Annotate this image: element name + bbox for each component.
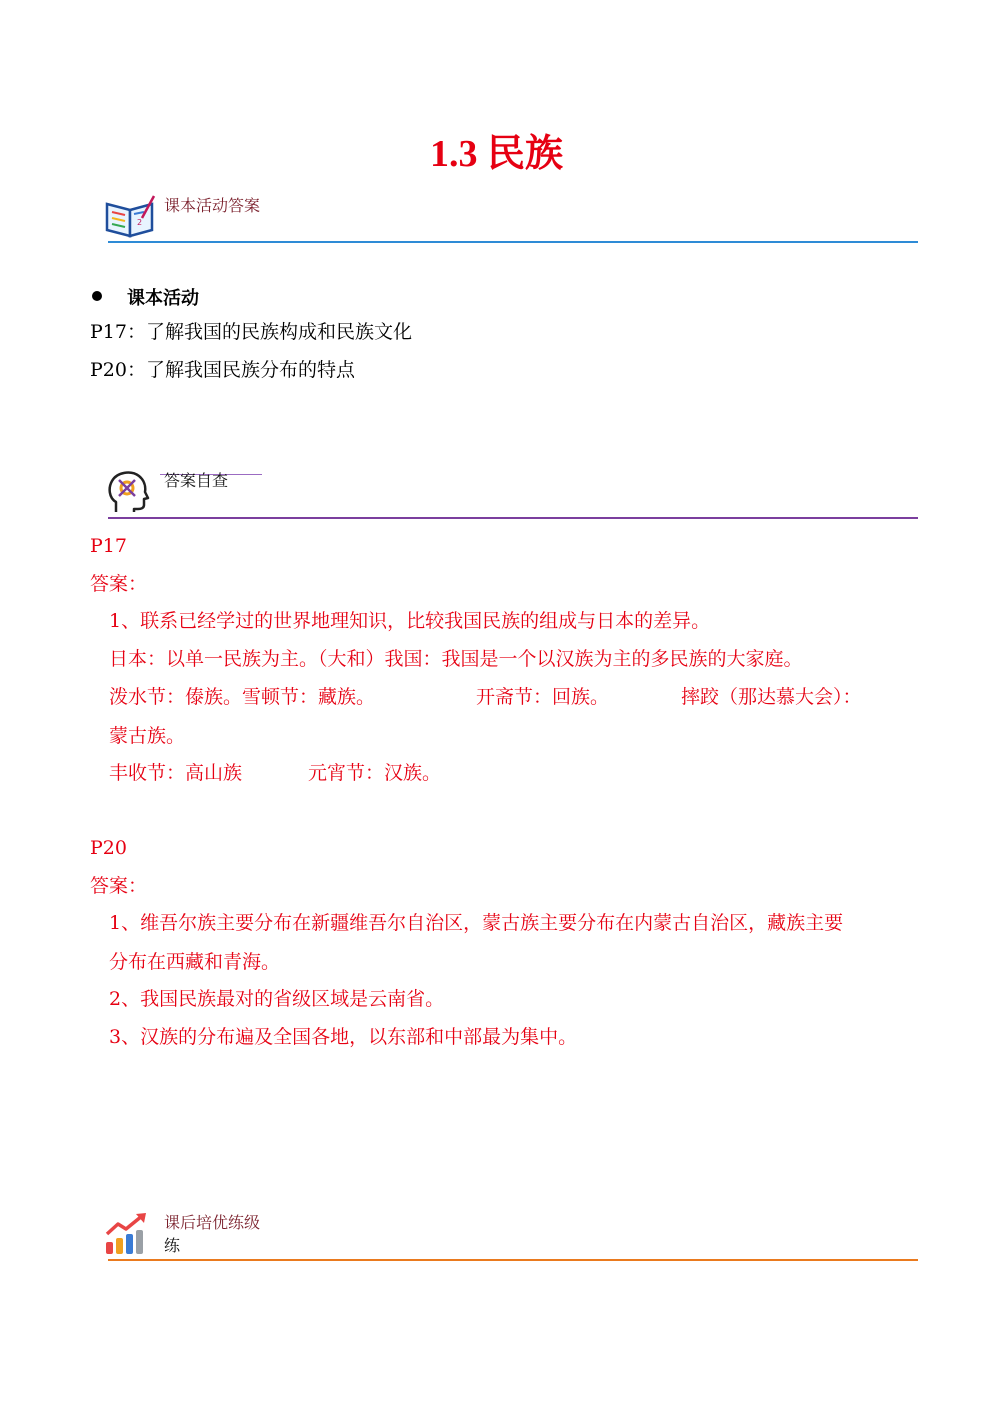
section-label-self-check: 答案自查 bbox=[164, 471, 229, 490]
answer-line: 分布在西藏和青海。 bbox=[109, 951, 281, 973]
bullet bbox=[92, 291, 102, 301]
answer-label: 答案： bbox=[90, 573, 148, 595]
page-title: 1.3 民族 bbox=[429, 133, 563, 175]
answer-line: 开斋节：回族。 bbox=[476, 686, 610, 708]
section-rule-purple bbox=[108, 517, 918, 519]
answer-line: 丰收节：高山族 bbox=[109, 762, 243, 784]
growth-chart-icon bbox=[104, 1212, 150, 1256]
section-rule-blue bbox=[108, 241, 918, 243]
answer-line: 1、联系已经学过的世界地理知识，比较我国民族的组成与日本的差异。 bbox=[109, 610, 711, 632]
section-label-practice-wrap: 练 bbox=[164, 1236, 181, 1255]
answer-line: 1、维吾尔族主要分布在新疆维吾尔自治区，蒙古族主要分布在内蒙古自治区，藏族主要 bbox=[109, 912, 844, 934]
answer-line: 2、我国民族最对的省级区域是云南省。 bbox=[109, 988, 445, 1010]
head-gear-icon bbox=[106, 468, 150, 516]
svg-text:2: 2 bbox=[137, 218, 143, 227]
activity-item: P17：了解我国的民族构成和民族文化 bbox=[90, 321, 412, 343]
answer-page-p20: P20 bbox=[90, 837, 127, 859]
section-label-activity-answers: 课本活动答案 bbox=[164, 196, 261, 215]
section-rule-orange bbox=[108, 1259, 918, 1261]
activity-heading: 课本活动 bbox=[127, 288, 199, 309]
open-book-icon bbox=[104, 192, 158, 240]
answer-line: 元宵节：汉族。 bbox=[308, 762, 442, 784]
answer-line: 日本：以单一民族为主。（大和）我国：我国是一个以汉族为主的多民族的大家庭。 bbox=[109, 648, 803, 670]
answer-line: 泼水节：傣族。雪顿节：藏族。 bbox=[109, 686, 376, 708]
answer-line: 蒙古族。 bbox=[109, 725, 186, 747]
answer-label: 答案： bbox=[90, 875, 148, 897]
answer-line: 摔跤（那达慕大会）： bbox=[681, 686, 862, 708]
answer-page-p17: P17 bbox=[90, 535, 127, 557]
activity-item: P20：了解我国民族分布的特点 bbox=[90, 359, 355, 381]
section-label-practice: 课后培优练级 bbox=[164, 1213, 261, 1232]
answer-line: 3、汉族的分布遍及全国各地，以东部和中部最为集中。 bbox=[109, 1026, 578, 1048]
